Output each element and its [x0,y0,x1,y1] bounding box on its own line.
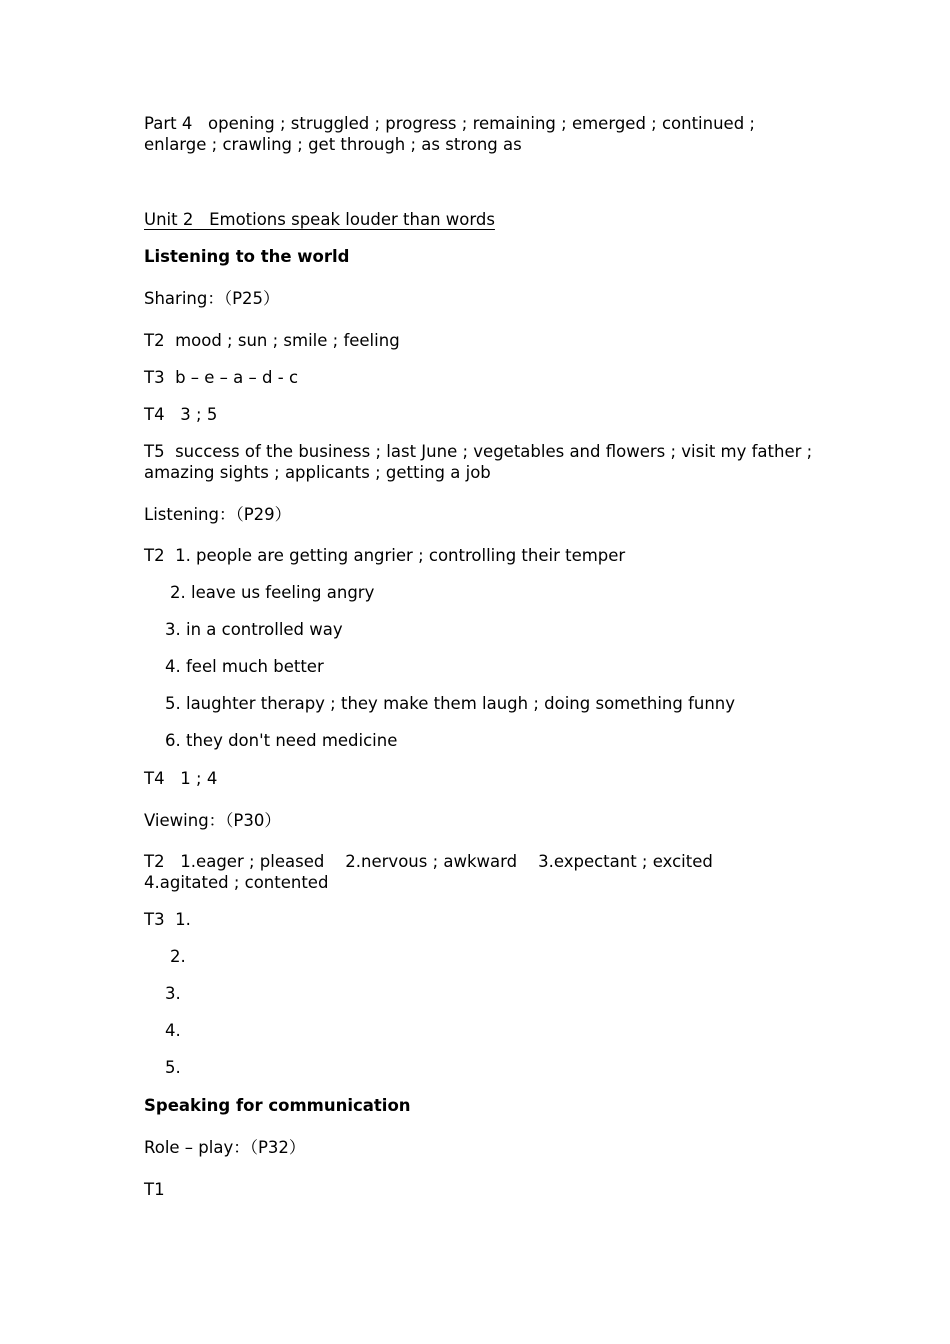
unit-title: Unit 2 Emotions speak louder than words [144,210,495,229]
viewing-t2: T2 1.eager ; pleased 2.nervous ; awkward 3.expectant ; excited 4.agitated ; contented [144,852,734,892]
listening-t2-item-2: 2. leave us feeling angry [170,583,375,602]
sharing-t4: T4 3 ; 5 [144,405,218,424]
viewing-t3-item-5: 5. [165,1058,181,1077]
listening-t2-item-3: 3. in a controlled way [165,620,343,639]
sharing-t3: T3 b – e – a – d - c [144,368,299,387]
section-heading-speaking: Speaking for communication [144,1096,411,1115]
sharing-t2: T2 mood ; sun ; smile ; feeling [144,331,400,350]
sharing-heading: Sharing：（P25） [144,289,280,308]
viewing-heading: Viewing：（P30） [144,811,281,830]
roleplay-heading: Role – play：（P32） [144,1138,306,1157]
viewing-t3-item-1: T3 1. [144,910,191,929]
listening-t4: T4 1 ; 4 [144,769,218,788]
sharing-t5: T5 success of the business ; last June ; vegetables and flowers ; visit my father ; amazing sights ; applicants ; getting a job [144,442,818,482]
section-heading-listening-world: Listening to the world [144,247,350,266]
listening-t2-item-6: 6. they don't need medicine [165,731,398,750]
listening-t2-item-1: T2 1. people are getting angrier ; controlling their temper [144,546,626,565]
listening-t2-item-4: 4. feel much better [165,657,324,676]
part4-answers: Part 4 opening ; struggled ; progress ; remaining ; emerged ; continued ; enlarge ; crawling ; get through ; as strong as [144,114,761,154]
roleplay-t1: T1 [144,1180,165,1199]
viewing-t3-item-2: 2. [170,947,186,966]
listening-t2-item-5: 5. laughter therapy ; they make them laugh ; doing something funny [165,694,736,713]
viewing-t3-item-3: 3. [165,984,181,1003]
listening-heading: Listening：（P29） [144,505,292,524]
viewing-t3-item-4: 4. [165,1021,181,1040]
